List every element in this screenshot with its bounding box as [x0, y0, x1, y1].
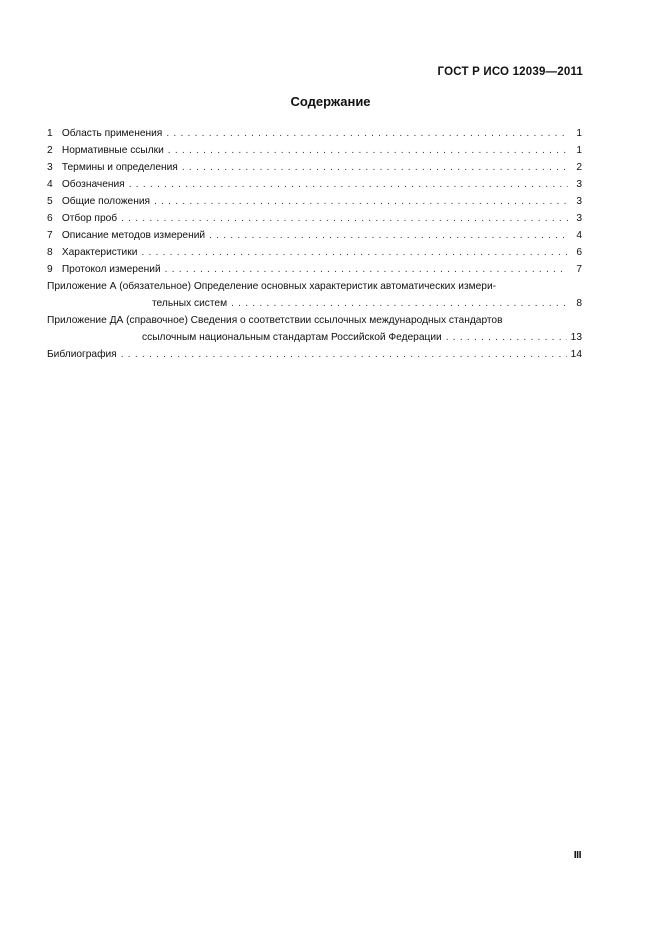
toc-item-number: 3 [47, 162, 53, 173]
toc-appendix-da[interactable] [47, 312, 582, 346]
toc-item-label: Отбор проб [61, 213, 118, 224]
toc-item-number: 1 [47, 128, 53, 139]
toc-leader-dots [166, 125, 568, 142]
toc-leader-dots [231, 295, 568, 312]
toc-appendix-a-line1: Приложение А (обязательное) Определение основных характеристик автоматических измери- [47, 281, 497, 292]
toc-item-number: 6 [47, 213, 53, 224]
toc-item-page: 14 [570, 349, 582, 360]
toc-leader-dots [121, 346, 567, 363]
toc-leader-dots [446, 329, 567, 346]
page-number: III [573, 849, 581, 861]
toc-bibliography[interactable] [47, 346, 582, 363]
toc-item-2[interactable] [47, 142, 582, 159]
toc-item-page: 8 [576, 298, 582, 309]
toc-leader-dots [121, 210, 568, 227]
toc-item-1[interactable] [47, 125, 582, 142]
toc-leader-dots [165, 261, 568, 278]
toc-appendix-a[interactable] [47, 278, 582, 312]
toc-item-number: 4 [47, 179, 53, 190]
toc-item-7[interactable] [47, 227, 582, 244]
toc-item-page: 2 [576, 162, 582, 173]
toc-appendix-a-line2: тельных систем [152, 298, 228, 309]
toc-leader-dots [168, 142, 568, 159]
toc-item-label: Библиография [47, 349, 117, 360]
toc-item-label: Нормативные ссылки [61, 145, 164, 156]
toc-item-label: Обозначения [61, 179, 125, 190]
toc-item-9[interactable] [47, 261, 582, 278]
toc-appendix-da-line1: Приложение ДА (справочное) Сведения о соответствии ссылочных международных стандартов [47, 315, 503, 326]
toc-item-page: 6 [576, 247, 582, 258]
toc-leader-dots [182, 159, 568, 176]
toc-item-page: 13 [570, 332, 582, 343]
toc-item-page: 1 [576, 145, 582, 156]
toc-item-3[interactable] [47, 159, 582, 176]
toc-item-label: Термины и определения [61, 162, 178, 173]
toc-item-number: 5 [47, 196, 53, 207]
toc-item-label: Описание методов измерений [61, 230, 206, 241]
table-of-contents [47, 125, 582, 363]
toc-item-label: Общие положения [61, 196, 151, 207]
toc-item-label: Область применения [61, 128, 163, 139]
toc-item-page: 4 [576, 230, 582, 241]
toc-leader-dots [141, 244, 568, 261]
toc-item-8[interactable] [47, 244, 582, 261]
toc-item-page: 3 [576, 196, 582, 207]
toc-item-number: 2 [47, 145, 53, 156]
toc-item-number: 9 [47, 264, 53, 275]
toc-item-label: Протокол измерений [61, 264, 161, 275]
page-title: Содержание [290, 94, 371, 109]
toc-appendix-da-line2: ссылочным национальным стандартам Российской Федерации [142, 332, 442, 343]
toc-leader-dots [154, 193, 568, 210]
toc-item-5[interactable] [47, 193, 582, 210]
toc-item-page: 3 [576, 179, 582, 190]
toc-leader-dots [129, 176, 568, 193]
toc-item-page: 3 [576, 213, 582, 224]
document-code: ГОСТ Р ИСО 12039—2011 [437, 66, 583, 78]
toc-item-page: 7 [576, 264, 582, 275]
toc-leader-dots [209, 227, 568, 244]
toc-item-4[interactable] [47, 176, 582, 193]
toc-item-label: Характеристики [61, 247, 138, 258]
toc-item-6[interactable] [47, 210, 582, 227]
toc-item-number: 8 [47, 247, 53, 258]
toc-item-page: 1 [576, 128, 582, 139]
toc-item-number: 7 [47, 230, 53, 241]
